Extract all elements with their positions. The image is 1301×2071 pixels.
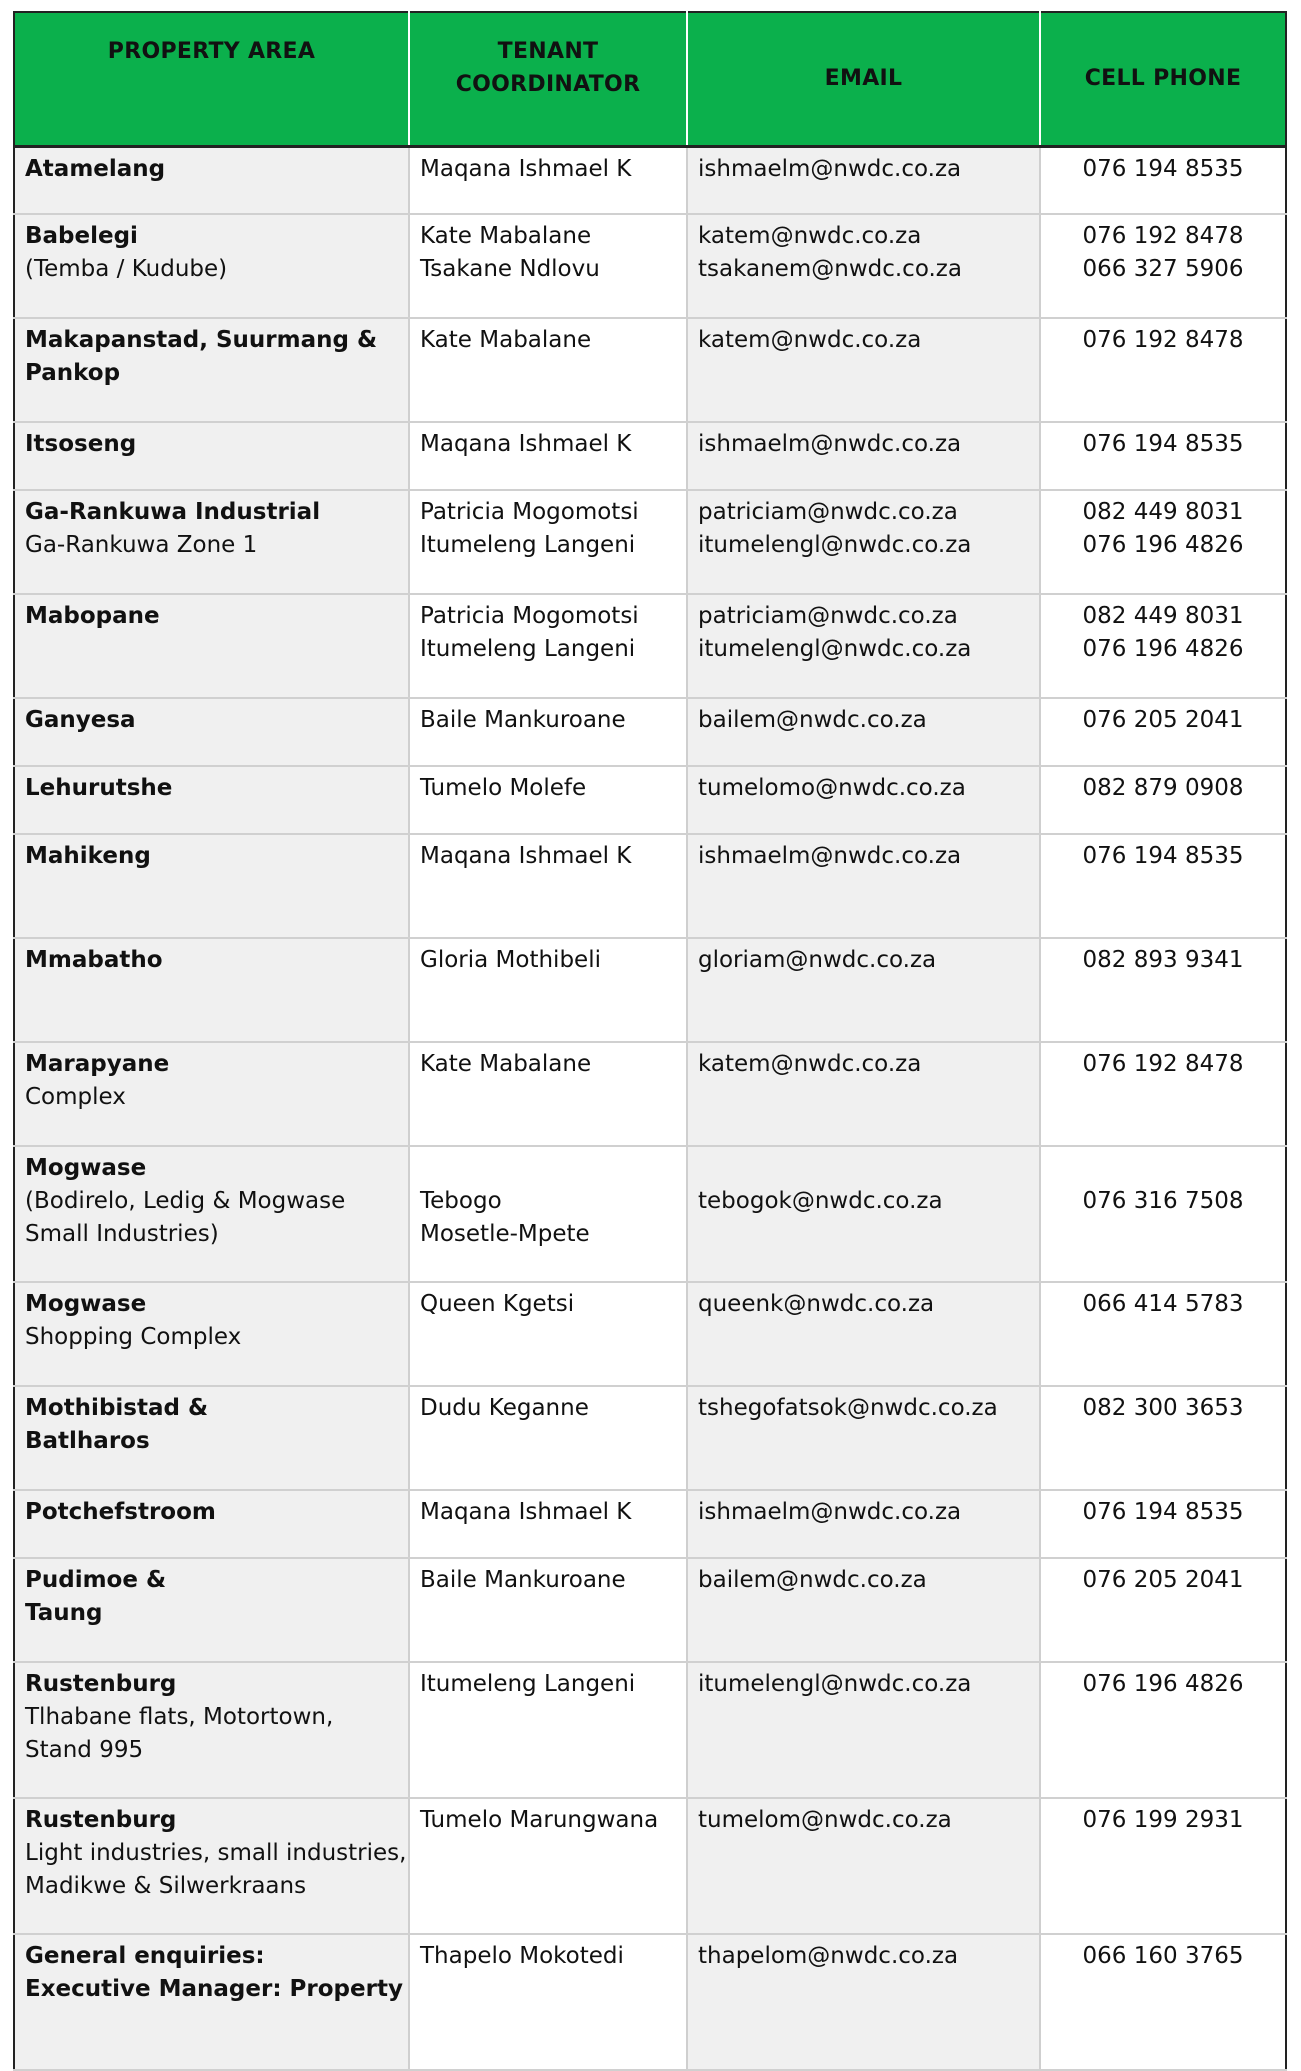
email-address: tsakanem@nwdc.co.za [698,256,962,282]
email-address: gloriam@nwdc.co.za [698,947,937,973]
tenant-coordinator-cell [409,490,687,594]
table-body [14,146,1286,2070]
property-area-name: Mahikeng [25,843,151,869]
property-area-cell [14,214,409,318]
email-cell [687,214,1040,318]
cell-phone-cell [1040,490,1286,594]
tenant-coordinator-cell [409,938,687,1042]
table-row [14,834,1286,938]
coordinator-name: Itumeleng Langeni [420,1671,636,1697]
table-row [14,698,1286,766]
email-cell [687,422,1040,490]
property-area-cell [14,1490,409,1558]
email-address: queenk@nwdc.co.za [698,1291,935,1317]
property-area-detail: Stand 995 [25,1737,144,1763]
phone-number: 082 893 9341 [1082,947,1244,973]
property-area-name: Mogwase [25,1291,147,1317]
coordinator-name: Gloria Mothibeli [420,947,601,973]
email-cell [687,490,1040,594]
email-address: itumelengl@nwdc.co.za [698,532,972,558]
cell-phone-cell [1040,1146,1286,1282]
email-cell [687,146,1040,214]
cell-phone-cell [1040,318,1286,422]
email-cell [687,766,1040,834]
coordinator-name: Patricia Mogomotsi [420,603,639,629]
phone-number: 076 205 2041 [1082,707,1244,733]
coordinator-name: Kate Mabalane [420,327,592,353]
property-area-detail: Complex [25,1084,126,1110]
cell-spacer [1051,1152,1275,1185]
email-address: tumelom@nwdc.co.za [698,1807,952,1833]
property-area-cell [14,1662,409,1798]
coordinator-name: Baile Mankuroane [420,707,626,733]
table-row [14,594,1286,698]
tenant-coordinator-cell [409,594,687,698]
coordinator-name: Dudu Keganne [420,1395,589,1421]
email-address: ishmaelm@nwdc.co.za [698,1499,962,1525]
coordinator-name: Thapelo Mokotedi [420,1943,624,1969]
email-cell [687,1282,1040,1386]
tenant-coordinator-cell [409,1042,687,1146]
email-address: ishmaelm@nwdc.co.za [698,155,962,182]
property-area-name: Marapyane [25,1051,170,1077]
cell-phone-cell [1040,1558,1286,1662]
coordinator-name: Itumeleng Langeni [420,532,636,558]
email-address: ishmaelm@nwdc.co.za [698,431,962,457]
cell-phone-cell [1040,214,1286,318]
cell-phone-cell [1040,594,1286,698]
tenant-coordinator-cell [409,834,687,938]
property-area-detail: (Bodirelo, Ledig & Mogwase [25,1188,346,1214]
phone-number: 076 196 4826 [1082,1671,1244,1697]
header-tenant-coordinator [409,12,687,146]
cell-phone-cell [1040,1798,1286,1934]
email-cell [687,594,1040,698]
email-cell [687,1490,1040,1558]
property-area-cell [14,1386,409,1490]
email-cell [687,1386,1040,1490]
tenant-coordinator-cell [409,1386,687,1490]
table-row [14,766,1286,834]
email-address: tebogok@nwdc.co.za [698,1188,943,1214]
email-cell [687,1662,1040,1798]
property-area-name: Lehurutshe [25,775,173,801]
coordinator-name: Kate Mabalane [420,223,592,249]
property-area-cell [14,938,409,1042]
property-area-cell [14,698,409,766]
phone-number: 076 196 4826 [1082,636,1244,662]
phone-number: 076 194 8535 [1082,155,1244,182]
phone-number: 082 449 8031 [1082,499,1244,525]
phone-number: 076 192 8478 [1082,327,1244,353]
table-row [14,318,1286,422]
table-header [14,12,1286,146]
property-area-name: Mmabatho [25,947,163,973]
cell-phone-cell [1040,938,1286,1042]
table-row [14,422,1286,490]
cell-phone-cell [1040,1042,1286,1146]
table-row [14,146,1286,214]
phone-number: 076 196 4826 [1082,532,1244,558]
tenant-coordinator-cell [409,1558,687,1662]
cell-phone-cell [1040,1934,1286,2070]
coordinator-name: Maqana Ishmael K [420,155,632,182]
coordinator-name: Patricia Mogomotsi [420,499,639,525]
property-area-name: Taung [25,1600,103,1626]
property-area-name: Executive Manager: Property [25,1976,403,2002]
property-area-cell [14,146,409,214]
email-cell [687,834,1040,938]
table-row [14,1662,1286,1798]
coordinator-name: Kate Mabalane [420,1051,592,1077]
tenant-coordinator-cell [409,318,687,422]
table-row [14,938,1286,1042]
cell-phone-cell [1040,1662,1286,1798]
property-area-cell [14,1282,409,1386]
property-area-cell [14,766,409,834]
coordinator-name: Tumelo Molefe [420,775,587,801]
cell-phone-cell [1040,422,1286,490]
table-row [14,1386,1286,1490]
tenant-coordinator-cell [409,1798,687,1934]
table-row [14,490,1286,594]
tenant-coordinator-cell [409,146,687,214]
phone-number: 076 194 8535 [1082,1499,1244,1525]
table-row [14,1934,1286,2070]
email-cell [687,938,1040,1042]
cell-phone-cell [1040,834,1286,938]
phone-number: 082 879 0908 [1082,775,1244,801]
phone-number: 076 205 2041 [1082,1567,1244,1593]
table-row [14,1146,1286,1282]
cell-spacer [698,1152,1029,1185]
property-area-detail: Small Industries) [25,1221,219,1247]
tenant-coordinator-cell [409,1934,687,2070]
email-cell [687,698,1040,766]
property-area-detail: Madikwe & Silwerkraans [25,1873,307,1899]
property-area-name: Potchefstroom [25,1499,216,1525]
coordinator-name: Tebogo [420,1188,502,1214]
email-address: thapelom@nwdc.co.za [698,1943,959,1969]
tenant-coordinator-cell [409,1146,687,1282]
property-area-cell [14,422,409,490]
property-area-cell [14,490,409,594]
tenant-coordinator-cell [409,1282,687,1386]
coordinator-name: Tsakane Ndlovu [420,256,600,282]
header-tenant-line2: COORDINATOR [455,72,641,97]
property-area-name: Mabopane [25,603,160,629]
email-address: bailem@nwdc.co.za [698,707,927,733]
cell-phone-cell [1040,766,1286,834]
property-area-name: Atamelang [25,155,166,182]
email-address: ishmaelm@nwdc.co.za [698,843,962,869]
contacts-table [13,11,1287,2071]
table-row [14,1798,1286,1934]
email-cell [687,318,1040,422]
email-cell [687,1146,1040,1282]
property-area-name: Rustenburg [25,1671,177,1697]
table-row [14,1282,1286,1386]
coordinator-name: Itumeleng Langeni [420,636,636,662]
property-area-name: Mogwase [25,1155,147,1181]
phone-number: 066 327 5906 [1082,256,1244,282]
property-area-cell [14,834,409,938]
cell-phone-cell [1040,1386,1286,1490]
table-row [14,214,1286,318]
property-area-name: Pudimoe & [25,1567,167,1593]
phone-number: 082 449 8031 [1082,603,1244,629]
phone-number: 076 194 8535 [1082,843,1244,869]
property-area-name: Batlharos [25,1428,150,1454]
tenant-coordinator-cell [409,422,687,490]
coordinator-name: Maqana Ishmael K [420,1499,632,1525]
email-address: bailem@nwdc.co.za [698,1567,927,1593]
property-area-cell [14,1934,409,2070]
phone-number: 076 192 8478 [1082,223,1244,249]
property-area-name: Mothibistad & [25,1395,209,1421]
property-area-name: Itsoseng [25,431,137,457]
phone-number: 066 414 5783 [1082,1291,1244,1317]
property-area-detail: Ga-Rankuwa Zone 1 [25,532,258,558]
property-area-cell [14,1146,409,1282]
email-address: itumelengl@nwdc.co.za [698,1671,972,1697]
coordinator-name: Tumelo Marungwana [420,1807,659,1833]
table-row [14,1042,1286,1146]
cell-phone-cell [1040,146,1286,214]
coordinator-name: Maqana Ishmael K [420,431,632,457]
property-area-detail: Shopping Complex [25,1324,242,1350]
cell-phone-cell [1040,1490,1286,1558]
phone-number: 076 194 8535 [1082,431,1244,457]
property-area-cell [14,318,409,422]
tenant-coordinator-cell [409,698,687,766]
property-area-name: General enquiries: [25,1943,265,1969]
property-area-name: Babelegi [25,223,138,249]
coordinator-name: Baile Mankuroane [420,1567,626,1593]
property-area-detail: Tlhabane flats, Motortown, [25,1704,334,1730]
property-area-cell [14,1558,409,1662]
property-area-detail: Light industries, small industries, [25,1840,407,1866]
email-cell [687,1934,1040,2070]
email-cell [687,1558,1040,1662]
property-area-cell [14,1042,409,1146]
cell-phone-cell [1040,698,1286,766]
property-area-cell [14,1798,409,1934]
email-cell [687,1042,1040,1146]
email-address: itumelengl@nwdc.co.za [698,636,972,662]
phone-number: 076 192 8478 [1082,1051,1244,1077]
table-row [14,1558,1286,1662]
email-address: katem@nwdc.co.za [698,223,922,249]
header-tenant-line1: TENANT [497,39,599,64]
header-row [14,12,1286,146]
cell-phone-cell [1040,1282,1286,1386]
tenant-coordinator-cell [409,1662,687,1798]
coordinator-name: Mosetle-Mpete [420,1221,590,1247]
property-area-cell [14,594,409,698]
property-area-name: Ganyesa [25,707,136,733]
table-row [14,1490,1286,1558]
email-address: patriciam@nwdc.co.za [698,499,958,525]
header-email: EMAIL [687,12,1040,146]
tenant-coordinator-cell [409,766,687,834]
tenant-coordinator-cell [409,214,687,318]
phone-number: 082 300 3653 [1082,1395,1244,1421]
property-area-name: Pankop [25,360,121,386]
email-cell [687,1798,1040,1934]
email-address: tumelomo@nwdc.co.za [698,775,966,801]
cell-spacer [420,1152,676,1185]
property-area-name: Rustenburg [25,1807,177,1833]
property-area-name: Makapanstad, Suurmang & [25,327,378,353]
header-cell-phone: CELL PHONE [1040,12,1286,146]
email-address: katem@nwdc.co.za [698,327,922,353]
coordinator-name: Queen Kgetsi [420,1291,575,1317]
property-area-detail: (Temba / Kudube) [25,256,228,282]
phone-number: 076 316 7508 [1082,1188,1244,1214]
tenant-coordinator-cell [409,1490,687,1558]
header-property-area: PROPERTY AREA [14,12,409,146]
coordinator-name: Maqana Ishmael K [420,843,632,869]
property-area-name: Ga-Rankuwa Industrial [25,499,321,525]
phone-number: 066 160 3765 [1082,1943,1244,1969]
email-address: tshegofatsok@nwdc.co.za [698,1395,998,1421]
email-address: patriciam@nwdc.co.za [698,603,958,629]
phone-number: 076 199 2931 [1082,1807,1244,1833]
email-address: katem@nwdc.co.za [698,1051,922,1077]
